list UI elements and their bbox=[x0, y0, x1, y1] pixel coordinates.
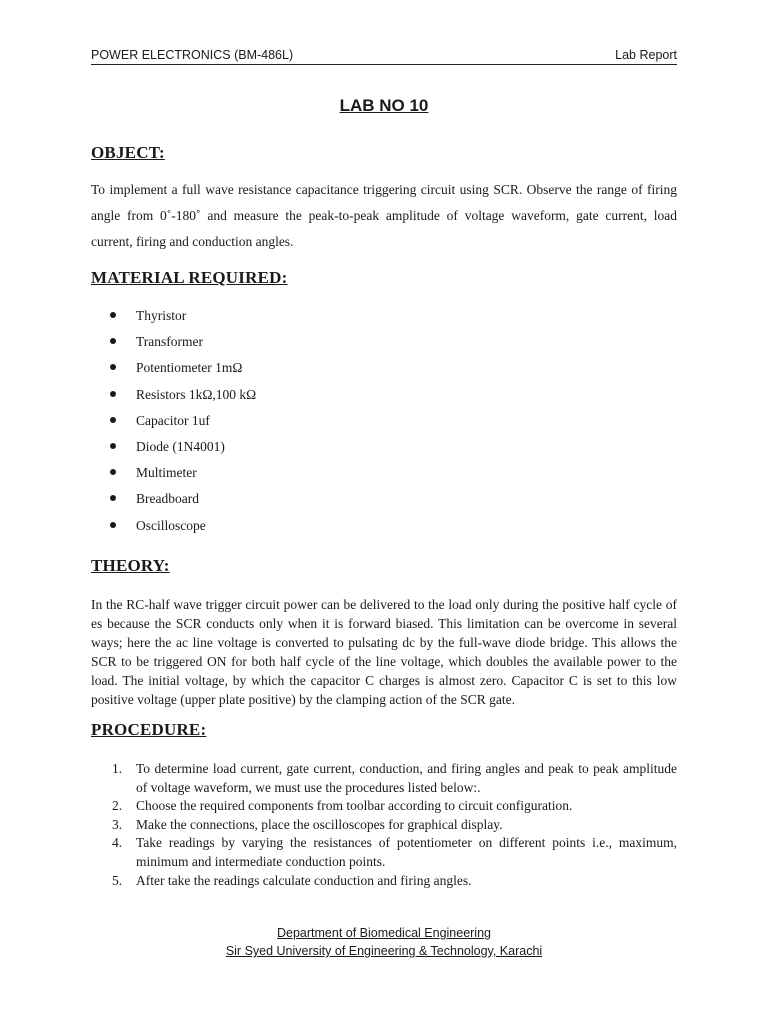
page-footer bbox=[0, 924, 768, 960]
page-header bbox=[91, 48, 677, 66]
material-label: Diode (1N4001) bbox=[136, 438, 225, 454]
step-number: 5. bbox=[112, 872, 123, 888]
material-label: Thyristor bbox=[136, 308, 187, 323]
material-label: Multimeter bbox=[136, 465, 197, 481]
course-title: POWER ELECTRONICS (BM-486L) bbox=[91, 48, 294, 62]
list-item bbox=[110, 358, 256, 384]
step-text: Make the connections, place the oscilloscopes for graphical display. bbox=[136, 816, 503, 832]
list-item bbox=[91, 872, 677, 891]
list-item bbox=[91, 797, 677, 816]
list-item bbox=[91, 834, 677, 871]
step-number: 3. bbox=[112, 816, 123, 832]
bullet-icon bbox=[110, 443, 116, 449]
bullet-icon bbox=[110, 338, 116, 344]
object-text: To implement a full wave resistance capacitance triggering circuit using SCR. Observe the range of firing angle from 0˚-180˚ and measure the peak-to-peak amplitude of voltage waveform, gate current, load current, firing and conduction angles. bbox=[91, 182, 677, 249]
material-label: Capacitor 1uf bbox=[136, 412, 210, 428]
bullet-icon bbox=[110, 469, 116, 475]
list-item bbox=[110, 411, 256, 437]
material-label: Potentiometer 1mΩ bbox=[136, 360, 243, 376]
procedure-heading: PROCEDURE: bbox=[91, 720, 207, 739]
step-number: 2. bbox=[112, 798, 123, 814]
material-label: Breadboard bbox=[136, 491, 199, 507]
theory-heading: THEORY: bbox=[91, 556, 170, 575]
bullet-icon bbox=[110, 312, 116, 318]
theory-text: In the RC-half wave trigger circuit power can be delivered to the load only during the positive half cycle of es because the SCR conducts only when it is forward biased. This limitation can be overcome in several ways; here the ac line voltage is converted to pulsating dc by the full-wave diode bridge. This allows the SCR to be triggered ON for both half cycle of the line voltage, which doubles the available power to the load. The initial voltage, by which the capacitor C charges is almost zero. Capacitor C is set to this low positive voltage (upper plate positive) by the clamping action of the SCR gate. bbox=[91, 597, 677, 707]
list-item bbox=[110, 489, 256, 515]
list-item bbox=[110, 437, 256, 463]
materials-heading: MATERIAL REQUIRED: bbox=[91, 268, 288, 287]
bullet-icon bbox=[110, 417, 116, 423]
list-item bbox=[91, 816, 677, 835]
bullet-icon bbox=[110, 391, 116, 397]
material-label: Oscilloscope bbox=[136, 517, 206, 533]
step-text: To determine load current, gate current, conduction, and firing angles and peak to peak amplitude of voltage waveform, we must use the procedures listed below:. bbox=[136, 761, 677, 795]
bullet-icon bbox=[110, 495, 116, 501]
footer-university: Sir Syed University of Engineering & Technology, Karachi bbox=[225, 944, 543, 958]
list-item bbox=[110, 332, 256, 358]
procedure-list bbox=[91, 760, 677, 890]
header-rule bbox=[91, 64, 677, 65]
document-type: Lab Report bbox=[615, 48, 677, 62]
material-label: Transformer bbox=[136, 334, 203, 350]
footer-department: Department of Biomedical Engineering bbox=[276, 926, 491, 940]
step-number: 1. bbox=[112, 761, 123, 776]
step-text: Take readings by varying the resistances of potentiometer on different points i.e., maximum, minimum and intermediate conduction points. bbox=[136, 835, 677, 869]
bullet-icon bbox=[110, 364, 116, 370]
list-item bbox=[110, 463, 256, 489]
materials-list bbox=[110, 306, 256, 542]
step-text: After take the readings calculate conduction and firing angles. bbox=[136, 872, 472, 888]
list-item bbox=[91, 760, 677, 797]
list-item bbox=[110, 385, 256, 411]
bullet-icon bbox=[110, 522, 116, 528]
lab-title: LAB NO 10 bbox=[339, 96, 429, 115]
list-item bbox=[110, 306, 256, 332]
material-label: Resistors 1kΩ,100 kΩ bbox=[136, 386, 257, 402]
object-heading: OBJECT: bbox=[91, 143, 165, 162]
step-text: Choose the required components from toolbar according to circuit configuration. bbox=[136, 798, 573, 814]
list-item bbox=[110, 516, 256, 542]
step-number: 4. bbox=[112, 835, 123, 851]
